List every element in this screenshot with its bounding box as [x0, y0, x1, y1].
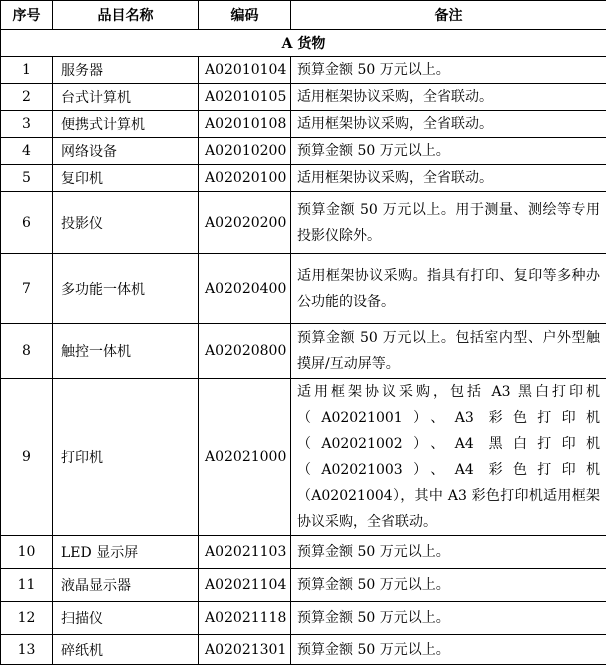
row-name: 碎纸机	[53, 635, 199, 665]
header-row	[1, 1, 606, 30]
row-seq: 10	[1, 536, 53, 569]
row-code: A02021118	[199, 602, 291, 635]
header-note: 备注	[291, 1, 606, 30]
row-note: 预算金额 50 万元以上。	[291, 602, 606, 635]
row-name: 液晶显示器	[53, 569, 199, 602]
row-seq: 7	[1, 254, 53, 324]
row-name: 扫描仪	[53, 602, 199, 635]
row-note: 预算金额 50 万元以上。	[291, 635, 606, 665]
row-code: A02020400	[199, 254, 291, 324]
row-code: A02021104	[199, 569, 291, 602]
table-row	[1, 165, 606, 192]
row-seq: 8	[1, 324, 53, 379]
row-seq: 6	[1, 192, 53, 254]
row-note: 适用框架协议采购。指具有打印、复印等多种办公功能的设备。	[291, 254, 606, 324]
table-row	[1, 635, 606, 665]
row-name: 复印机	[53, 165, 199, 192]
row-code: A02021103	[199, 536, 291, 569]
row-name: 触控一体机	[53, 324, 199, 379]
row-code: A02020100	[199, 165, 291, 192]
row-seq: 4	[1, 138, 53, 165]
row-note: 预算金额 50 万元以上。用于测量、测绘等专用投影仪除外。	[291, 192, 606, 254]
table-row	[1, 111, 606, 138]
table-row	[1, 254, 606, 324]
category-row	[1, 30, 606, 57]
row-seq: 2	[1, 84, 53, 111]
row-seq: 9	[1, 379, 53, 536]
table-row	[1, 84, 606, 111]
row-name: LED 显示屏	[53, 536, 199, 569]
row-note: 适用框架协议采购，全省联动。	[291, 111, 606, 138]
row-seq: 3	[1, 111, 53, 138]
table-row	[1, 536, 606, 569]
row-note: 预算金额 50 万元以上。包括室内型、户外型触摸屏/互动屏等。	[291, 324, 606, 379]
row-note: 适用框架协议采购，包括 A3 黑白打印机（A02021001）、A3 彩色打印机（A02021002）、A4 黑白打印机（A02021003）、A4 彩色打印机（A02021004），其中 A3 彩色打印机适用框架协议采购，全省联动。	[291, 379, 606, 536]
row-name: 网络设备	[53, 138, 199, 165]
row-code: A02010104	[199, 57, 291, 84]
row-note: 预算金额 50 万元以上。	[291, 569, 606, 602]
header-seq: 序号	[1, 1, 53, 30]
row-note: 预算金额 50 万元以上。	[291, 57, 606, 84]
row-seq: 13	[1, 635, 53, 665]
row-code: A02020800	[199, 324, 291, 379]
table-row	[1, 324, 606, 379]
row-seq: 11	[1, 569, 53, 602]
row-name: 便携式计算机	[53, 111, 199, 138]
table-row	[1, 569, 606, 602]
row-note: 适用框架协议采购，全省联动。	[291, 165, 606, 192]
table-row	[1, 57, 606, 84]
row-seq: 12	[1, 602, 53, 635]
row-note: 预算金额 50 万元以上。	[291, 138, 606, 165]
table-row	[1, 379, 606, 536]
table-row	[1, 192, 606, 254]
category-label: A 货物	[1, 30, 606, 57]
header-name: 品目名称	[53, 1, 199, 30]
row-seq: 5	[1, 165, 53, 192]
row-seq: 1	[1, 57, 53, 84]
header-code: 编码	[199, 1, 291, 30]
row-name: 投影仪	[53, 192, 199, 254]
row-code: A02020200	[199, 192, 291, 254]
row-name: 打印机	[53, 379, 199, 536]
row-name: 台式计算机	[53, 84, 199, 111]
row-note: 预算金额 50 万元以上。	[291, 536, 606, 569]
row-code: A02010200	[199, 138, 291, 165]
row-code: A02010105	[199, 84, 291, 111]
row-code: A02010108	[199, 111, 291, 138]
row-note: 适用框架协议采购，全省联动。	[291, 84, 606, 111]
row-code: A02021000	[199, 379, 291, 536]
row-code: A02021301	[199, 635, 291, 665]
table-row	[1, 138, 606, 165]
table-row	[1, 602, 606, 635]
row-name: 服务器	[53, 57, 199, 84]
row-name: 多功能一体机	[53, 254, 199, 324]
